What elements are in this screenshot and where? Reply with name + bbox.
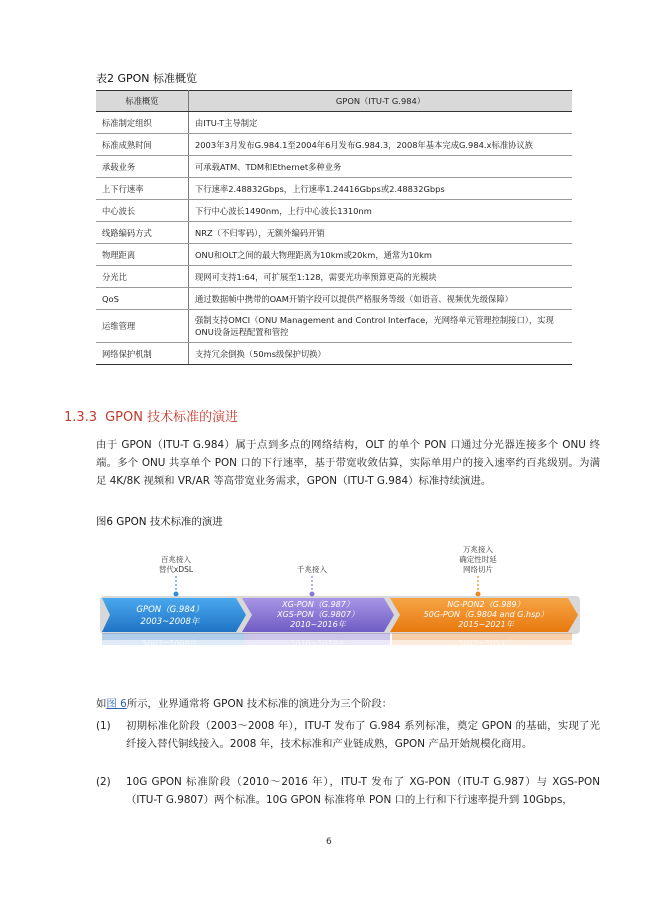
table-row: [96, 244, 572, 266]
table-row: [96, 134, 572, 156]
list-item-number: (2): [96, 776, 111, 788]
list-item-number: (1): [96, 720, 111, 732]
stage-ngpon2-name: NG-PON2（G.989）: [447, 600, 525, 609]
table-cell-value: NRZ（不归零码），无额外编码开销: [189, 222, 573, 244]
stage-xgpon-period: 2010~2016年: [290, 620, 346, 629]
table-cell-value: 2003年3月发布G.984.1至2004年6月发布G.984.3，2008年基本完成G.984.x标准协议族: [189, 134, 573, 156]
table-cell-value: 下行中心波长1490nm，上行中心波长1310nm: [189, 200, 573, 222]
paragraph-text: 如: [96, 698, 107, 710]
gpon-standard-table: [96, 90, 572, 365]
table-header-cell: GPON（ITU-T G.984）: [189, 91, 573, 112]
table-row: [96, 156, 572, 178]
table-cell-value: 可承载ATM、TDM和Ethernet多种业务: [189, 156, 573, 178]
table-cell-label: 上下行速率: [96, 178, 189, 200]
table-row: [96, 222, 572, 244]
table-cell-label: 承载业务: [96, 156, 189, 178]
table-header-row: [96, 91, 572, 112]
table-cell-label: 物理距离: [96, 244, 189, 266]
milestone-label-3a: 万兆接入: [463, 545, 493, 554]
milestone-dot: [476, 592, 481, 597]
table-row: [96, 288, 572, 310]
table-cell-label: 标准成熟时间: [96, 134, 189, 156]
table-cell-value: ONU和OLT之间的最大物理距离为10km或20km，通常为10km: [189, 244, 573, 266]
table-header-cell: 标准概览: [96, 91, 189, 112]
table-cell-label: 中心波长: [96, 200, 189, 222]
table-cell-value: 支持冗余倒换（50ms级保护切换）: [189, 343, 573, 365]
table-cell-label: 网络保护机制: [96, 343, 189, 365]
milestone-label-3b: 确定性时延: [459, 555, 497, 564]
table-row: [96, 266, 572, 288]
table-cell-label: 线路编码方式: [96, 222, 189, 244]
table-cell-value: 由ITU-T主导制定: [189, 112, 573, 134]
table-row: [96, 310, 572, 343]
table-cell-value: 强制支持OMCI（ONU Management and Control Interface，光网络单元管理控制接口），实现ONU设备远程配置和管控: [189, 310, 573, 343]
table-row: [96, 343, 572, 365]
page-number: 6: [326, 837, 332, 847]
milestone-dot: [174, 592, 179, 597]
milestone-dot: [310, 592, 315, 597]
body-paragraph: 由于 GPON（ITU-T G.984）属于点到多点的网络结构，OLT 的单个 PON 口通过分光器连接多个 ONU 终端。多个 ONU 共享单个 PON 口的下行速率，基于带宽收敛估算，实际单用户的接入速率约百兆级别。为满足 4K/8K 视频和 VR/AR 等高带宽业务需求，GPON（ITU-T G.984）标准持续演进。: [96, 439, 600, 487]
paragraph-text: 所示，业界通常将 GPON 技术标准的演进分为三个阶段：: [126, 698, 393, 710]
evolution-diagram: [96, 540, 586, 665]
table-caption: 表2 GPON 标准概览: [96, 72, 198, 85]
table-cell-label: 分光比: [96, 266, 189, 288]
table-cell-label: 运维管理: [96, 310, 189, 343]
table-cell-label: QoS: [96, 288, 189, 310]
section-title: GPON 技术标准的演进: [105, 410, 239, 425]
milestone-label-2: 千兆接入: [297, 565, 327, 574]
table-row: [96, 178, 572, 200]
section-number: 1.3.3: [64, 410, 98, 425]
stage-ngpon-period: 2015~2021年: [458, 620, 514, 629]
milestone-label-1a: 百兆接入: [161, 555, 191, 564]
stage-gpon-name: GPON（G.984）: [136, 605, 204, 615]
figure-link[interactable]: 图 6: [106, 698, 127, 710]
list-item: 10G GPON 标准阶段（2010～2016 年），ITU-T 发布了 XG-PON（ITU-T G.987）与 XGS-PON（ITU-T G.9807）两个标准。10G GPON 标准将单 PON 口的上行和下行速率提升到 10Gbps，: [126, 776, 600, 806]
milestone-label-3c: 网络切片: [463, 565, 493, 574]
list-item: 初期标准化阶段（2003～2008 年），ITU-T 发布了 G.984 系列标准，奠定 GPON 的基础，实现了光纤接入替代铜线接入。2008 年，技术标准和产业链成熟，GPON 产品开始规模化商用。: [126, 720, 600, 750]
figure-caption: 图6 GPON 技术标准的演进: [96, 516, 223, 528]
milestone-label-1b: 替代xDSL: [158, 565, 194, 574]
table-cell-value: 下行速率2.48832Gbps，上行速率1.24416Gbps或2.48832Gbps: [189, 178, 573, 200]
section-heading: [64, 406, 238, 425]
stage-50gpon-name: 50G-PON（G.9804 and G.hsp）: [423, 610, 549, 619]
table-cell-label: 标准制定组织: [96, 112, 189, 134]
stage-xgspon-name: XGS-PON（G.9807）: [277, 610, 359, 619]
body-paragraph: [96, 695, 600, 713]
table-cell-value: 现网可支持1:64，可扩展至1:128，需要光功率预算更高的光模块: [189, 266, 573, 288]
table-row: [96, 112, 572, 134]
table-row: [96, 200, 572, 222]
table-cell-value: 通过数据帧中携带的OAM开销字段可以提供严格服务等级（如语音、视频优先级保障）: [189, 288, 573, 310]
stage-xgpon-name: XG-PON（G.987）: [282, 600, 354, 609]
stage-gpon-period: 2003~2008年: [140, 617, 200, 627]
